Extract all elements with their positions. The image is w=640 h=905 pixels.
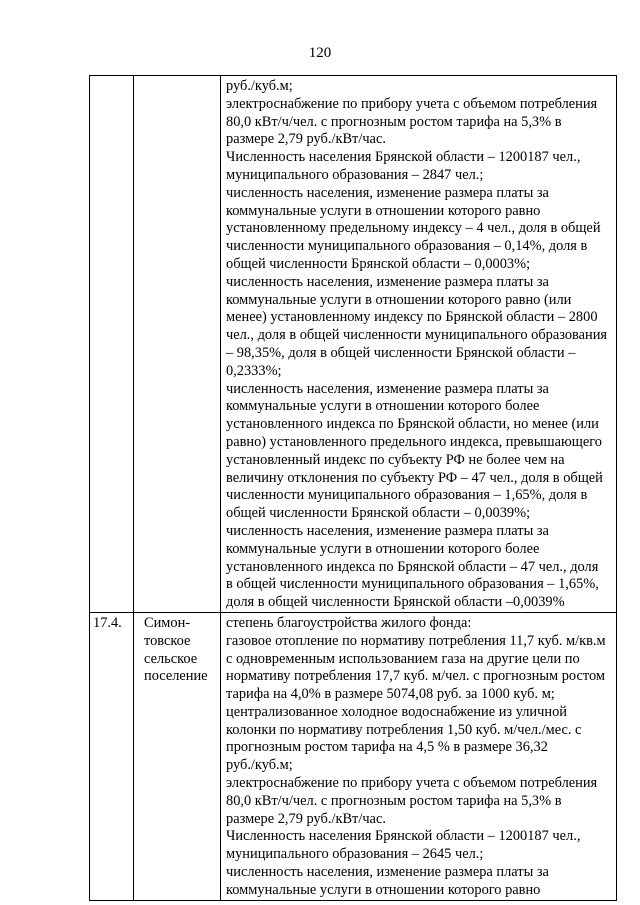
description-line: тарифа на 4,0% в размере 5074,08 руб. за 1000 куб. м; <box>226 686 555 703</box>
municipality-name-line: Симон- <box>144 614 191 631</box>
description-line: численность населения, изменение размера платы за <box>226 522 549 539</box>
description-line: численность населения, изменение размера платы за <box>226 380 549 397</box>
description-cell <box>221 76 617 613</box>
description-line: Численность населения Брянской области – 1200187 чел., <box>226 149 581 166</box>
description-line: коммунальные услуги в отношении которого более <box>226 540 540 557</box>
description-line: централизованное холодное водоснабжение из уличной <box>226 703 567 720</box>
description-line: величину отклонения по субъекту РФ – 47 чел., доля в общей <box>226 469 603 486</box>
description-line: равно) установленного предельного индекса, превышающего <box>226 433 602 450</box>
description-line: размере 2,79 руб./кВт/час. <box>226 810 386 827</box>
description-line: коммунальные услуги в отношении которого равно <box>226 881 541 898</box>
description-line: прогнозным ростом тарифа на 4,5 % в размере 36,32 <box>226 739 548 756</box>
description-line: численность населения, изменение размера платы за <box>226 184 549 201</box>
description-line: общей численности Брянской области – 0,0003%; <box>226 255 531 272</box>
description-line: коммунальные услуги в отношении которого равно (или <box>226 291 572 308</box>
description-line: чел., доля в общей численности муниципального образования <box>226 327 608 344</box>
description-line: с одновременным использованием газа на другие цели по <box>226 650 580 667</box>
description-line: доля в общей численности Брянской области –0,0039% <box>226 594 565 611</box>
description-line: – 98,35%, доля в общей численности Брянской области – <box>226 344 576 361</box>
description-line: Численность населения Брянской области – 1200187 чел., <box>226 828 581 845</box>
page-number: 120 <box>308 45 332 61</box>
municipality-name-line: поселение <box>144 668 208 685</box>
description-line: электроснабжение по прибору учета с объемом потребления <box>226 95 598 112</box>
description-line: 0,2333%; <box>226 362 282 379</box>
description-line: коммунальные услуги в отношении которого равно <box>226 202 541 219</box>
description-cell <box>221 612 617 900</box>
description-line: газовое отопление по нормативу потребления 11,7 куб. м/кв.м <box>226 632 606 649</box>
description-line: руб./куб.м; <box>226 78 293 94</box>
description-line: менее) установленному индексу по Брянской области – 2800 <box>226 309 598 326</box>
description-line: численности муниципального образования – 0,14%, доля в <box>226 238 588 255</box>
municipality-name-cell <box>134 76 221 613</box>
municipality-name-line: товское <box>144 632 191 649</box>
description-line: нормативу потребления 17,7 куб. м/чел. с прогнозным ростом <box>226 668 605 685</box>
description-line: электроснабжение по прибору учета с объемом потребления <box>226 775 598 792</box>
description-line: размере 2,79 руб./кВт/час. <box>226 131 386 148</box>
description-line: муниципального образования – 2847 чел.; <box>226 166 484 183</box>
municipality-table <box>89 75 617 901</box>
municipality-name-line: сельское <box>144 650 198 667</box>
description-line: численность населения, изменение размера платы за <box>226 273 549 290</box>
description-line: общей численности Брянской области – 0,0039%; <box>226 505 531 522</box>
municipality-name-cell <box>134 612 221 900</box>
description-line: колонки по нормативу потребления 1,50 куб. м/чел./мес. с <box>226 721 582 738</box>
table-row <box>90 76 617 613</box>
description-line: руб./куб.м; <box>226 757 293 774</box>
description-line: установленного индекса по Брянской области – 47 чел., доля <box>226 558 599 575</box>
description-line: установленный индекс по субъекту РФ не более чем на <box>226 451 565 468</box>
description-line: коммунальные услуги в отношении которого более <box>226 398 540 415</box>
description-line: муниципального образования – 2645 чел.; <box>226 846 484 863</box>
description-line: в общей численности муниципального образования – 1,65%, <box>226 576 599 593</box>
description-line: 80,0 кВт/ч/чел. с прогнозным ростом тарифа на 5,3% в <box>226 113 562 130</box>
description-line: численность населения, изменение размера платы за <box>226 864 549 881</box>
description-line: установленному предельному индексу – 4 чел., доля в общей <box>226 220 601 237</box>
description-line: 80,0 кВт/ч/чел. с прогнозным ростом тарифа на 5,3% в <box>226 792 562 809</box>
description-line: численности муниципального образования – 1,65%, доля в <box>226 487 588 504</box>
row-number-cell: 17.4. <box>90 612 134 900</box>
description-line: степень благоустройства жилого фонда: <box>226 614 472 631</box>
table-row <box>90 612 617 900</box>
description-line: установленного индекса по Брянской области, но менее (или <box>226 416 599 433</box>
row-number-cell <box>90 76 134 613</box>
